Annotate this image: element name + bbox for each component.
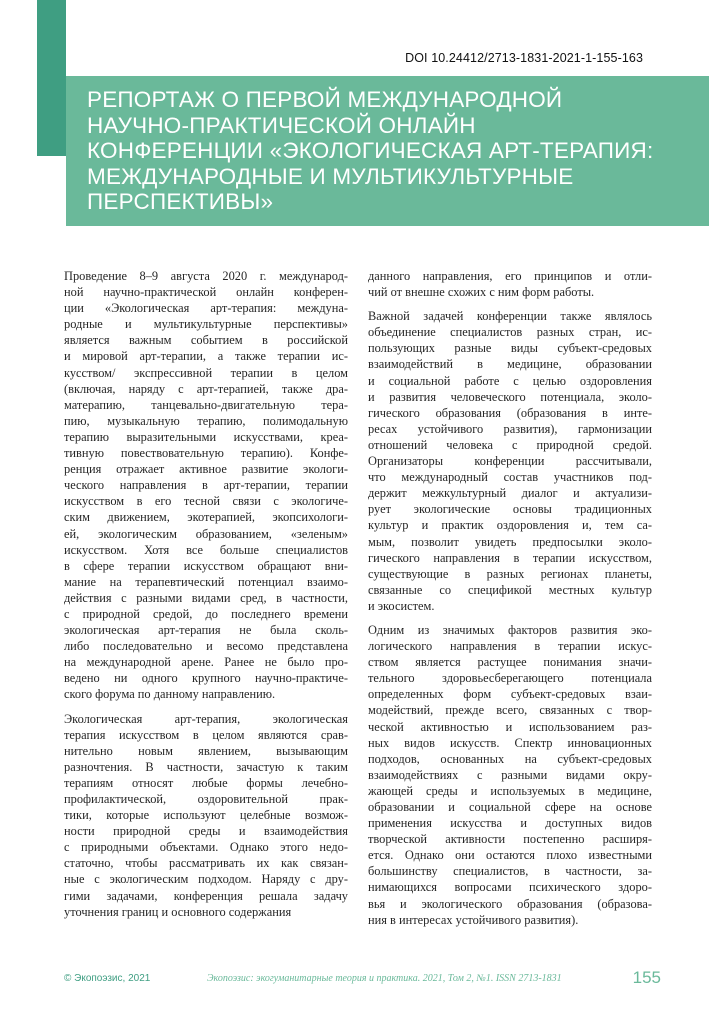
- text-line: Одним из значимых факторов развития эко-: [368, 622, 652, 637]
- text-line: и социальной работе с целью оздоровления: [368, 373, 652, 388]
- text-line: ных видов искусств. Спектр инновационных: [368, 735, 652, 750]
- paragraph: [368, 268, 652, 300]
- journal-citation: Экопоэзис: экогуманитарные теория и практика. 2021, Том 2, №1. ISSN 2713-1831: [207, 973, 562, 984]
- text-line: терапия искусством в целом являются срав-: [64, 727, 348, 742]
- text-line: образовании и социальной сфере на основе: [368, 800, 652, 814]
- text-line: терапиям относят любые формы лечебно-: [64, 775, 348, 790]
- text-line: тельного здоровьесберегающего потенциала: [368, 671, 652, 686]
- paragraph: [368, 308, 652, 614]
- text-line: нимающихся вопросами психического здоро-: [368, 880, 652, 895]
- text-line: ского форума по данному направлению.: [64, 687, 276, 702]
- text-line: ским движением, экотерапией, экопсихологи-: [64, 510, 348, 525]
- text-line: либо последовательно и весомо представлена: [64, 639, 348, 654]
- text-line: ной научно-практической онлайн конферен-: [64, 285, 348, 300]
- text-line: взаимодействий в медицине, образовании: [368, 357, 652, 372]
- text-line: на международной арене. Ранее не было про-: [64, 655, 348, 670]
- text-line: с природной средой, до последнего времени: [64, 606, 348, 621]
- title-line: НАУЧНО-ПРАКТИЧЕСКОЙ ОНЛАЙН: [87, 112, 476, 138]
- text-line: мание на терапевтический потенциал взаимо-: [64, 574, 348, 589]
- text-line: объединение специалистов разных стран, ис-: [368, 325, 652, 340]
- text-line: жающей среды и используемых в медицине,: [368, 783, 652, 798]
- text-line: гими задачами, конференция решала задачу: [64, 888, 348, 903]
- paragraph: [64, 711, 348, 920]
- doi-label: DOI 10.24412/2713-1831-2021-1-155-163: [405, 51, 643, 65]
- text-line: ности природной среды и взаимодействия: [64, 824, 348, 839]
- article-title: [87, 87, 689, 215]
- text-line: большинству специалистов, в частности, за-: [368, 864, 652, 879]
- text-line: ресах устойчивого развития), гармонизации: [368, 421, 652, 436]
- text-line: ренция отражает активное развитие экологи-: [64, 462, 348, 477]
- text-line: профилактической, оздоровительной прак-: [64, 792, 348, 806]
- text-line: тивную повествовательную терапию). Конфе-: [64, 446, 348, 461]
- text-line: является важным событием в российской: [64, 333, 348, 348]
- text-line: матерапию, танцевально-двигательную тера-: [64, 397, 348, 412]
- page-number: 155: [632, 968, 661, 987]
- text-line: с природными объектами. Однако этого недо-: [64, 840, 348, 855]
- text-line: искусством в его тесной связи с экологиче-: [64, 494, 348, 509]
- text-line: Важной задачей конференции также являлось: [368, 309, 652, 324]
- text-line: ния в интересах устойчивого развития).: [368, 912, 579, 927]
- text-line: Проведение 8–9 августа 2020 г. международ-: [64, 269, 348, 283]
- text-line: применения искусства и доступных видов: [368, 816, 652, 831]
- text-line: ции «Экологическая арт-терапия: междуна-: [64, 301, 348, 316]
- text-line: действия с разными видами сред, в частности,: [64, 590, 348, 605]
- text-line: гического направления в терапии искусством,: [368, 550, 652, 565]
- text-line: модействий, прежде всего, связанных с твор-: [368, 703, 652, 718]
- text-line: статочно, чтобы рассматривать их как связан-: [64, 856, 348, 871]
- text-line: ведено ни одного крупного научно-практиче-: [64, 671, 348, 686]
- text-line: ей, экологическим образованием, «зеленым»: [64, 526, 348, 541]
- text-line: уточнения границ и основного содержания: [64, 904, 292, 919]
- text-line: рует экологические основы традиционных: [368, 502, 652, 517]
- text-line: взаимодействиях с разными видами окру-: [368, 767, 652, 782]
- text-line: определенных форм субъект-средовых взаи-: [368, 687, 652, 702]
- left-column: [64, 268, 348, 928]
- accent-block: [37, 0, 66, 156]
- title-band: [66, 76, 709, 226]
- text-line: тики, которые используют целебные возмож-: [64, 808, 348, 823]
- text-line: ческой активностью и использованием раз-: [368, 719, 652, 734]
- title-line: МЕЖДУНАРОДНЫЕ И МУЛЬТИКУЛЬТУРНЫЕ: [87, 163, 574, 189]
- text-line: (включая, наряду с арт-терапией, также дра-: [64, 381, 348, 396]
- text-line: кусством/ экспрессивной терапии в целом: [64, 365, 348, 380]
- paragraph: [64, 268, 348, 703]
- text-line: мым, позволит увидеть предпосылки эколо-: [368, 534, 652, 549]
- text-line: существующие в разных регионах планеты,: [368, 566, 652, 581]
- text-line: искусством. Хотя все больше специалистов: [64, 542, 348, 557]
- text-line: ческого направления в арт-терапии, терапии: [64, 478, 348, 493]
- page-footer: [0, 964, 709, 994]
- text-line: чий от внешне схожих с ним форм работы.: [368, 285, 595, 300]
- text-line: держит межкультурный диалог и актуализи-: [368, 486, 652, 501]
- text-line: данного направления, его принципов и отли-: [368, 269, 652, 283]
- text-line: и развития человеческого потенциала, эколо-: [368, 389, 652, 404]
- text-line: и экосистем.: [368, 598, 435, 613]
- title-line: КОНФЕРЕНЦИИ «ЭКОЛОГИЧЕСКАЯ АРТ-ТЕРАПИЯ:: [87, 138, 654, 163]
- text-line: и мировой арт-терапии, а также терапии ис-: [64, 349, 348, 364]
- text-line: пию, музыкальную терапию, полимодальную: [64, 413, 348, 428]
- text-line: творческой активности постепенно расширя-: [368, 832, 652, 847]
- text-line: ные с экологическим подходом. Наряду с дру-: [64, 872, 348, 887]
- text-line: терапию выразительными искусствами, креа-: [64, 429, 348, 444]
- text-line: нительно новым явлением, вызывающим: [64, 743, 348, 758]
- text-line: подходов, основанных на субъект-средовых: [368, 751, 652, 766]
- title-line: РЕПОРТАЖ О ПЕРВОЙ МЕЖДУНАРОДНОЙ: [87, 87, 563, 112]
- paragraph: [368, 622, 652, 928]
- text-line: ется. Однако они остаются плохо известными: [368, 848, 652, 863]
- text-line: вья и экологического образования (образова-: [368, 896, 652, 911]
- text-line: гического образования (образования в инте-: [368, 405, 652, 420]
- text-line: связанные со спецификой местных культур: [368, 582, 652, 597]
- right-column: [368, 268, 652, 936]
- text-line: культур и практик оздоровления и, тем са-: [368, 518, 652, 533]
- text-line: пользующих разные виды субъект-средовых: [368, 341, 652, 356]
- text-line: что международный состав участников под-: [368, 470, 652, 485]
- text-line: Экологическая арт-терапия, экологическая: [64, 711, 348, 726]
- text-line: экологическая арт-терапия не была сколь-: [64, 623, 348, 638]
- text-line: родные и мультикультурные перспективы»: [64, 317, 348, 332]
- text-line: логического направления в терапии искус-: [368, 639, 652, 654]
- title-line: ПЕРСПЕКТИВЫ»: [87, 189, 274, 214]
- copyright-notice: © Экопоэзис, 2021: [64, 973, 151, 984]
- text-line: Организаторы конференции рассчитывали,: [368, 454, 652, 469]
- text-line: ством является растущее понимания значи-: [368, 655, 652, 670]
- text-line: отношений человека с природной средой.: [368, 437, 652, 452]
- text-line: разночтения. В частности, зачастую к таким: [64, 759, 348, 774]
- text-line: в сфере терапии искусством обращают вни-: [64, 558, 348, 573]
